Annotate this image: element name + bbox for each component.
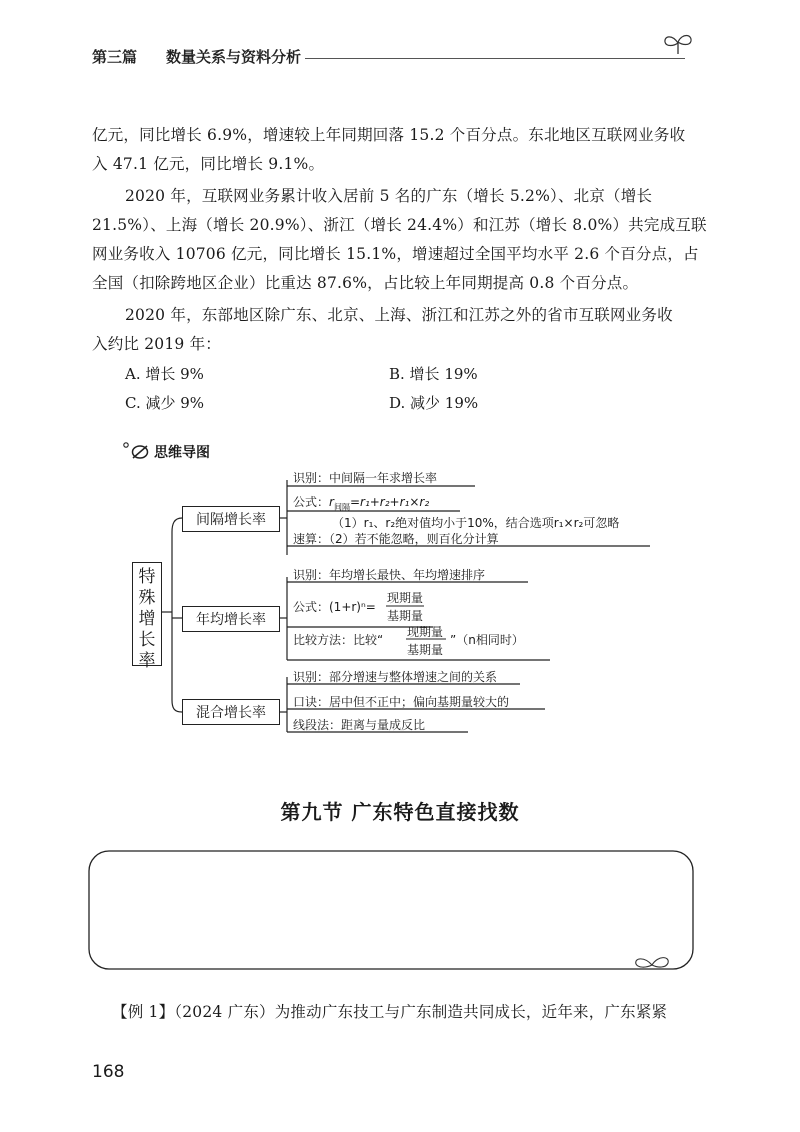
formula-rest: =r₁+r₂+r₁×r₂ (349, 495, 430, 509)
fraction-denominator: 基期量 (387, 609, 424, 623)
section-title: 第九节 广东特色直接找数 (280, 800, 520, 824)
average-compare-prefix: 比较方法：比较“ (293, 633, 384, 647)
header-part: 第三篇 (92, 48, 138, 66)
root-char: 增 (138, 609, 156, 629)
interval-quick-1: （1）r₁、r₂绝对值均小于10%，结合选项r₁×r₂可忽略 (332, 516, 620, 530)
sprout-icon (636, 958, 668, 968)
mixed-identify: 识别：部分增速与整体增速之间的关系 (293, 670, 498, 684)
example-tag: 【例 1】 (112, 1003, 175, 1021)
header-title: 数量关系与资料分析 (166, 48, 302, 66)
mixed-line-method: 线段法：距离与量成反比 (293, 718, 426, 732)
paragraph-line: 21.5%）、上海（增长 20.9%）、浙江（增长 24.4%）和江苏（增长 8.0%）共完成互联 (92, 216, 707, 234)
root-char: 率 (138, 651, 156, 671)
fraction-numerator: 现期量 (407, 625, 444, 639)
page-number: 168 (92, 1062, 125, 1082)
option-a: A. 增长 9% (125, 365, 204, 383)
formula-sub: 间隔 (333, 502, 350, 512)
average-identify: 识别：年均增长最快、年均增速排序 (293, 568, 486, 582)
example-line (112, 1002, 667, 1022)
paragraph-line: 2020 年，互联网业务累计收入居前 5 名的广东（增长 5.2%）、北京（增长 (125, 187, 653, 205)
interval-identify: 识别：中间隔一年求增长率 (293, 471, 438, 485)
root-char: 长 (138, 630, 156, 650)
paragraph-line: 亿元，同比增长 6.9%，增速较上年同期回落 15.2 个百分点。东北地区互联网业务收 (92, 126, 686, 144)
formula-r: r (329, 495, 334, 509)
fraction-numerator: 现期量 (387, 591, 424, 605)
root-char: 特 (138, 567, 156, 587)
notes-frame (86, 848, 698, 974)
mixed-mnemonic: 口诀：居中但不正中；偏向基期量较大的 (293, 695, 510, 709)
root-char: 殊 (138, 588, 156, 608)
option-d: D. 减少 19% (389, 394, 479, 412)
branch-average-growth: 年均增长率 (182, 606, 280, 632)
option-b: B. 增长 19% (389, 365, 478, 383)
average-compare-suffix: ”（n相同时） (450, 633, 524, 647)
interval-formula (293, 493, 429, 512)
average-formula-prefix: 公式：(1+r)ⁿ= (293, 600, 376, 614)
example-text: （2024 广东）为推动广东技工与广东制造共同成长，近年来，广东紧紧 (174, 1003, 668, 1021)
paragraph-line: 入 47.1 亿元，同比增长 9.1%。 (92, 155, 325, 173)
paragraph-line: 全国（扣除跨地区企业）比重达 87.6%，占比较上年同期提高 0.8 个百分点。 (92, 274, 639, 292)
paragraph-line: 入约比 2019 年： (92, 335, 222, 353)
branch-interval-growth: 间隔增长率 (182, 506, 280, 532)
option-c: C. 减少 9% (125, 394, 205, 412)
interval-quick-2: 速算：（2）若不能忽略，则百化分计算 (293, 532, 499, 546)
paragraph-line: 2020 年，东部地区除广东、北京、上海、浙江和江苏之外的省市互联网业务收 (125, 306, 673, 324)
formula-prefix: 公式： (293, 495, 330, 509)
mindmap-title: 思维导图 (154, 445, 210, 461)
paragraph-line: 网业务收入 10706 亿元，同比增长 15.1%，增速超过全国平均水平 2.6 个百分点，占 (92, 245, 699, 263)
mindmap-root (132, 562, 162, 671)
fraction-denominator: 基期量 (407, 643, 444, 657)
branch-mixed-growth: 混合增长率 (182, 699, 280, 725)
